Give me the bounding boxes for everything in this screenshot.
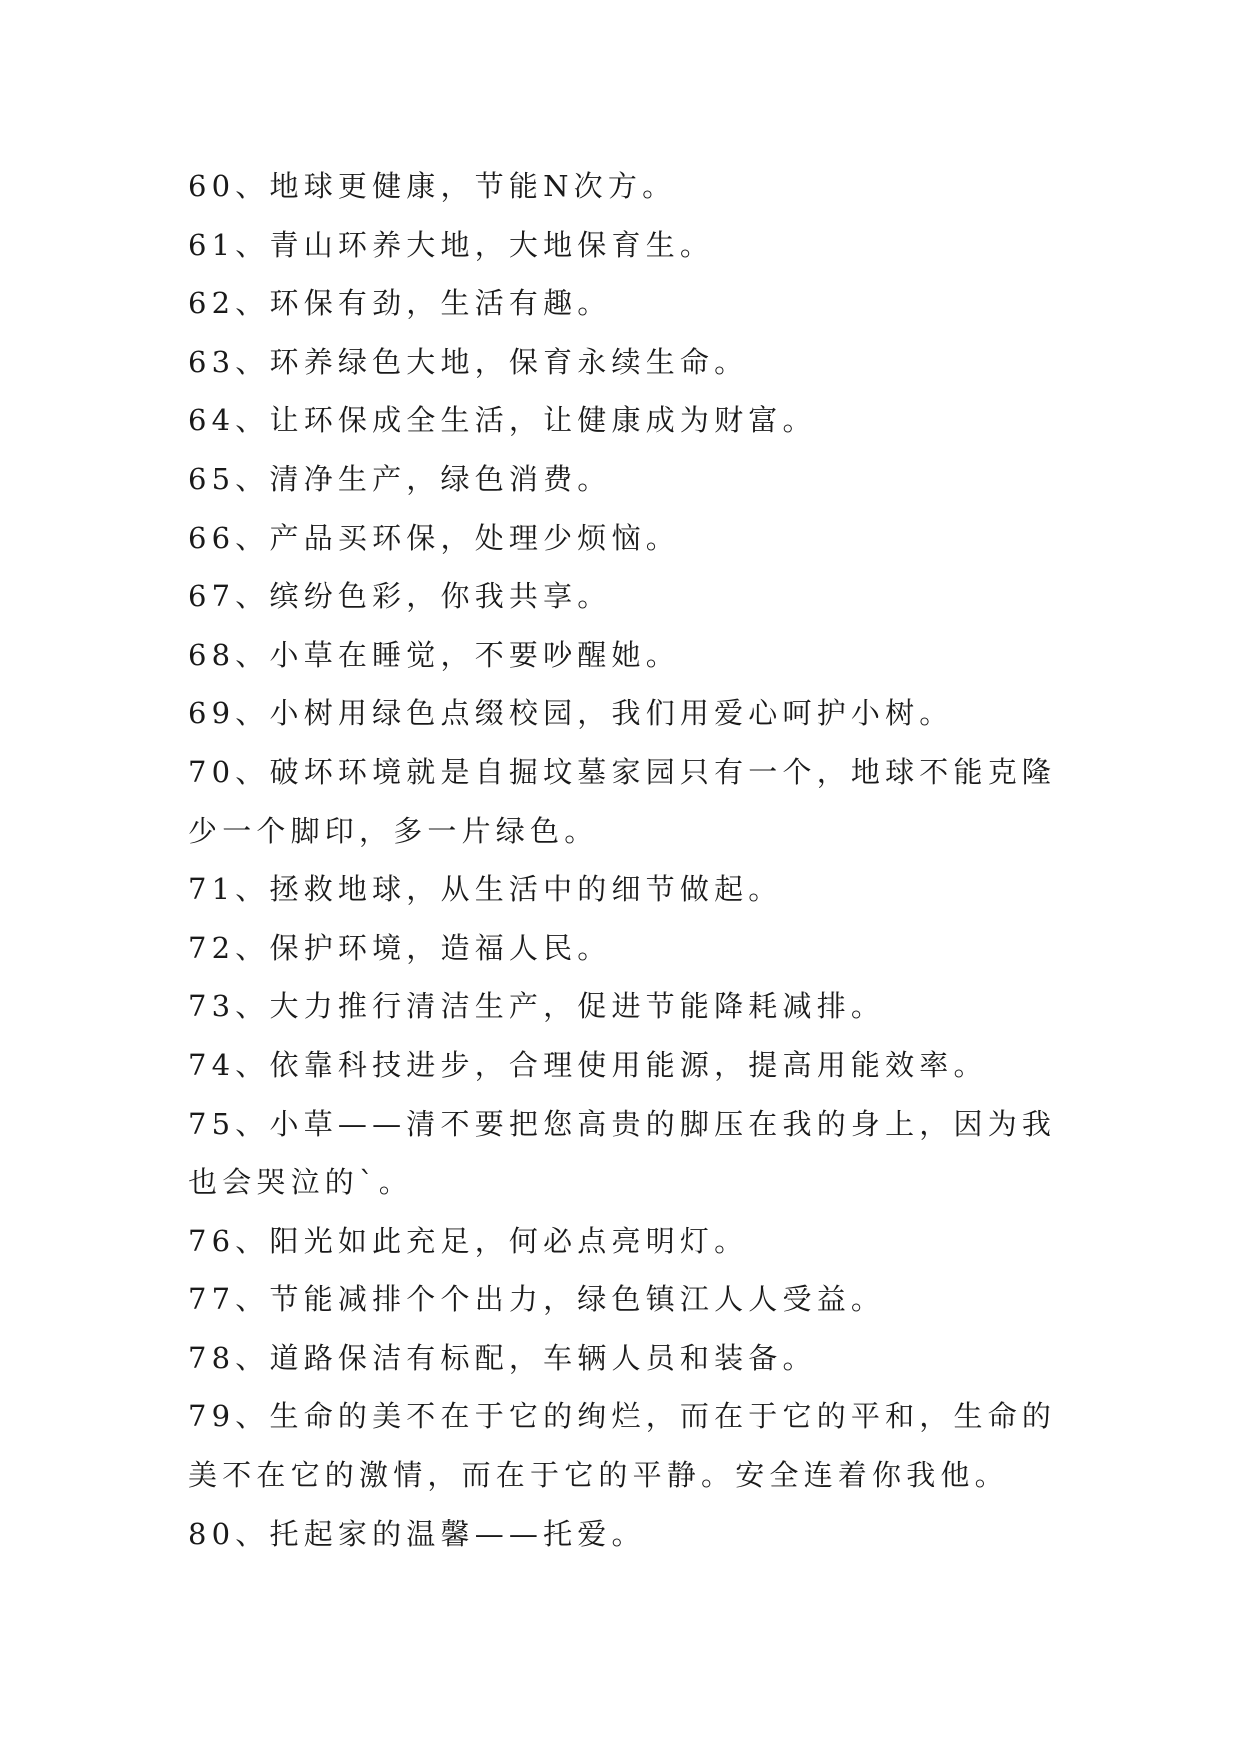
list-item: 80、托起家的温馨——托爱。 xyxy=(188,1516,646,1551)
list-item: 67、缤纷色彩，你我共享。 xyxy=(188,579,612,614)
list-item: 69、小树用绿色点缀校园，我们用爱心呵护小树。 xyxy=(188,696,954,731)
list-item: 66、产品买环保，处理少烦恼。 xyxy=(188,520,680,555)
list-item: 79、生命的美不在于它的绚烂，而在于它的平和，生命的美不在它的激情，而在于它的平静。安全连着你我他。 xyxy=(188,1399,1057,1493)
list-item: 70、破坏环境就是自掘坟墓家园只有一个，地球不能克隆少一个脚印，多一片绿色。 xyxy=(188,754,1057,848)
list-item: 75、小草——清不要把您高贵的脚压在我的身上，因为我也会哭泣的`。 xyxy=(188,1106,1057,1200)
list-item: 65、清净生产，绿色消费。 xyxy=(188,461,612,496)
list-item: 73、大力推行清洁生产，促进节能降耗减排。 xyxy=(188,989,886,1024)
list-item: 60、地球更健康，节能N次方。 xyxy=(188,169,677,203)
list-item: 62、环保有劲，生活有趣。 xyxy=(188,286,612,321)
list-item: 77、节能减排个个出力，绿色镇江人人受益。 xyxy=(188,1282,886,1317)
list-item: 74、依靠科技进步，合理使用能源，提高用能效率。 xyxy=(188,1047,988,1082)
list-item: 63、环养绿色大地，保育永续生命。 xyxy=(188,344,749,379)
list-item: 61、青山环养大地，大地保育生。 xyxy=(188,227,715,262)
list-item: 72、保护环境，造福人民。 xyxy=(188,930,612,965)
list-item: 78、道路保洁有标配，车辆人员和装备。 xyxy=(188,1340,817,1375)
slogan-list xyxy=(188,157,1060,1563)
list-item: 76、阳光如此充足，何必点亮明灯。 xyxy=(188,1223,749,1258)
list-item: 64、让环保成全生活，让健康成为财富。 xyxy=(188,403,817,438)
list-item: 71、拯救地球，从生活中的细节做起。 xyxy=(188,872,783,907)
list-item: 68、小草在睡觉，不要吵醒她。 xyxy=(188,637,680,672)
